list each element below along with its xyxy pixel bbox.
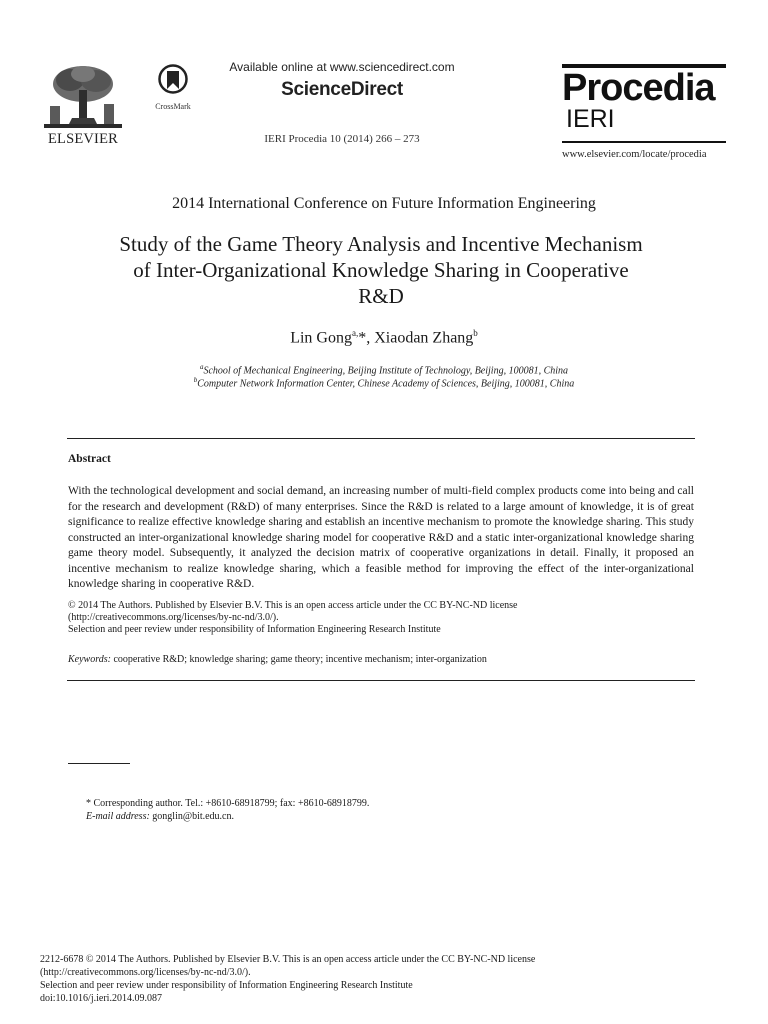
- procedia-logo: Procedia: [562, 67, 715, 109]
- license-notice: [68, 600, 694, 636]
- crossmark-label: CrossMark: [155, 102, 191, 111]
- procedia-divider: [562, 141, 726, 143]
- paper-title-line-2: of Inter-Organizational Knowledge Sharing in Cooperative: [133, 258, 629, 282]
- paper-title-line-1: Study of the Game Theory Analysis and Incentive Mechanism: [119, 232, 643, 256]
- corresponding-author-note: * Corresponding author. Tel.: +8610-68918799; fax: +8610-68918799.: [86, 798, 370, 809]
- abstract-heading: Abstract: [68, 453, 111, 465]
- affiliation-text: School of Mechanical Engineering, Beijing Institute of Technology, Beijing, 100081, China: [203, 365, 569, 377]
- affiliation-mark: b: [473, 328, 478, 338]
- email-note: [86, 810, 686, 823]
- paper-title: [70, 231, 692, 309]
- sciencedirect-logo[interactable]: ScienceDirect: [281, 79, 403, 100]
- affiliation-mark: a: [199, 363, 204, 371]
- crossmark-icon: [158, 64, 188, 96]
- author-name: Xiaodan Zhang: [374, 329, 474, 347]
- license-line: © 2014 The Authors. Published by Elsevier B.V. This is an open access article under the CC BY-NC-ND license: [68, 600, 518, 611]
- journal-site-link[interactable]: www.elsevier.com/locate/procedia: [562, 149, 707, 160]
- abstract-bottom-rule: [67, 680, 695, 681]
- journal-reference: IERI Procedia 10 (2014) 266 – 273: [264, 133, 420, 145]
- keywords-line: [68, 654, 694, 665]
- crossmark-badge[interactable]: [150, 64, 196, 111]
- procedia-journal-abbrev: IERI: [566, 105, 615, 133]
- paper-title-line-3: R&D: [358, 284, 404, 308]
- keywords-text: cooperative R&D; knowledge sharing; game theory; incentive mechanism; inter-organization: [110, 654, 487, 665]
- peer-review-note: Selection and peer review under responsibility of Information Engineering Research Institute: [68, 624, 441, 635]
- affiliation-a: [0, 363, 768, 376]
- keywords-label: Keywords:: [68, 654, 111, 665]
- conference-name: 2014 International Conference on Future Information Engineering: [172, 195, 596, 212]
- author-name: Lin Gong: [290, 329, 352, 347]
- affiliation-text: Computer Network Information Center, Chinese Academy of Sciences, Beijing, 100081, China: [197, 378, 575, 390]
- footnote-rule: [68, 763, 130, 764]
- affiliation-b: [0, 376, 768, 389]
- peer-review-note-bottom: Selection and peer review under responsibility of Information Engineering Research Institute: [40, 980, 413, 991]
- affiliation-mark: a,: [351, 328, 359, 338]
- available-online-text: Available online at www.sciencedirect.com: [229, 60, 455, 74]
- license-url-link[interactable]: (http://creativecommons.org/licenses/by-nc-nd/3.0/).: [68, 612, 279, 623]
- author-list: [0, 328, 768, 347]
- doi-link[interactable]: doi:10.1016/j.ieri.2014.09.087: [40, 993, 162, 1004]
- license-url-link-bottom[interactable]: (http://creativecommons.org/licenses/by-nc-nd/3.0/).: [40, 967, 251, 978]
- abstract-top-rule: [67, 438, 695, 439]
- email-address-link[interactable]: gonglin@bit.edu.cn.: [149, 811, 234, 822]
- affiliation-mark: b: [193, 376, 198, 384]
- email-label: E-mail address:: [86, 811, 150, 822]
- abstract-body: With the technological development and social demand, an increasing number of multi-field complex products come into being and call for the research and development (R&D) of many enterprises. Since the R&D is related to a large amount of knowledge, it is of great significance to realize effective knowledge sharing and establish an incentive mechanism to promote the knowledge sharing. This study constructed an inter-organizational knowledge sharing model for cooperative R&D and a static inter-organizational knowledge sharing game theory model. Subsequently, it analyzed the decision matrix of cooperative organizations in detail. Finally, it proposed an incentive mechanism to realize knowledge sharing, which a feasible method for improving the effect of the inter-organizational knowledge sharing in cooperative R&D.: [68, 485, 694, 590]
- copyright-line: 2212-6678 © 2014 The Authors. Published by Elsevier B.V. This is an open access article under the CC BY-NC-ND license: [40, 954, 536, 965]
- elsevier-wordmark: ELSEVIER: [47, 131, 119, 147]
- corresponding-marker: *,: [358, 329, 375, 347]
